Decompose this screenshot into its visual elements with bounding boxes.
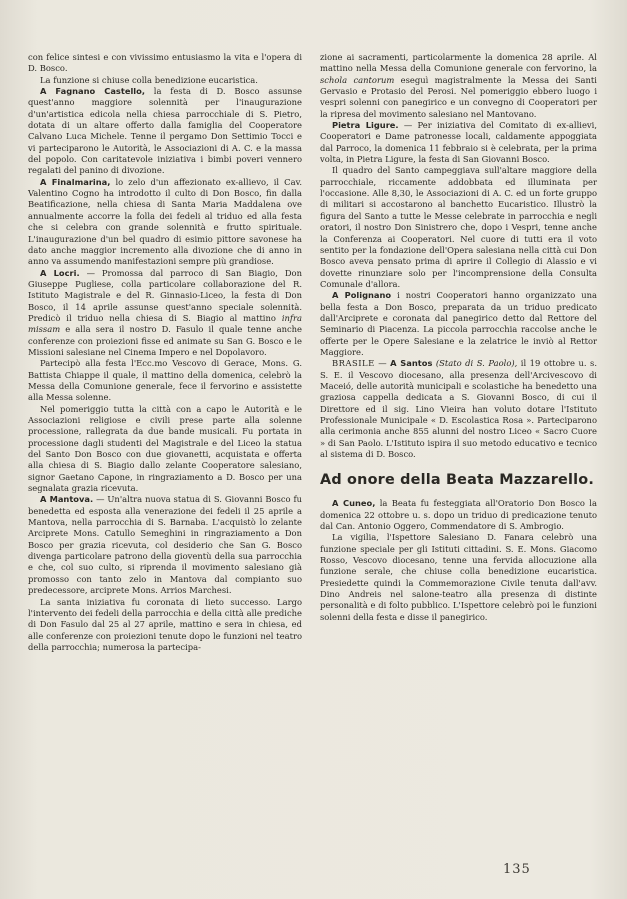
paragraph: con felice sintesi e con vivissimo entusiasmo la vita e l'opera di D. Bosco.	[28, 52, 302, 74]
paragraph: Partecipò alla festa l'Ecc.mo Vescovo di Gerace, Mons. G. Battista Chiappe il quale, il mattino della domenica, celebrò la Messa della Comunione generale, fece il fervorino e assistette alla Messa solenne.	[28, 358, 302, 403]
paragraph: A Mantova. — Un'altra nuova statua di S. Giovanni Bosco fu benedetta ed esposta alla venerazione dei fedeli il 25 aprile a Mantova, nella parrocchia di S. Barnaba. L'acquistò lo zelante Arciprete Mons. Catullo Semeghini in ringraziamento a Don Bosco per grazia ricevuta, col desiderio che San G. Bosco divenga particolare patrono della gioventù della sua parrocchia e che, col suo culto, si riprenda il movimento salesiano già promosso con tanto zelo in Mantova dal compianto suo predecessore, arciprete Mons. Arrios Marchesi.	[28, 494, 302, 596]
place-name: A Fagnano Castello,	[40, 86, 146, 97]
paragraph: Nel pomeriggio tutta la città con a capo le Autorità e le Associazioni religiose e civili prese parte alla solenne processione, rallegrata da due bande musicali. Fu portata in processione dagli studenti del Magistrale e del Liceo la statua del Santo Don Bosco con due giovanetti, acquistata e offerta alla chiesa di S. Biagio dallo zelante Cooperatore salesiano, signor Gaetano Capone, in ringraziamento a D. Bosco per una segnalata grazia ricevuta.	[28, 403, 302, 494]
right-column	[320, 52, 597, 623]
place-name: A Santos	[390, 358, 433, 369]
paragraph: Pietra Ligure. — Per iniziativa del Comitato di ex-allievi, Cooperatori e Dame patronesse locali, caldamente appoggiata dal Parroco, la domenica 11 febbraio si è celebrata, per la prima volta, in Pietra Ligure, la festa di San Giovanni Bosco.	[320, 120, 597, 165]
paragraph: La santa iniziativa fu coronata di lieto successo. Largo l'intervento dei fedeli della parrocchia e della città alle prediche di Don Fasulo dal 25 al 27 aprile, mattino e sera in chiesa, ed alle conferenze con proiezioni tenute dopo le funzioni nel teatro della parrocchia; numerosa la partecipa-	[28, 596, 302, 652]
paragraph: A Polignano i nostri Cooperatori hanno organizzato una bella festa a Don Bosco, preparata da un triduo predicato dall'Arciprete e coronata dal panegirico detto dal Rettore del Seminario di Piacenza. La piccola parrocchia raccolse anche le offerte per le Opere Salesiane e la zelatrice le inviò al Rettor Maggiore.	[320, 290, 597, 357]
place-name: A Polignano	[332, 290, 392, 301]
left-column	[28, 52, 302, 653]
paragraph: La funzione si chiuse colla benedizione eucaristica.	[40, 74, 258, 85]
paragraph: BRASILE — A Santos (Stato di S. Paolo), il 19 ottobre u. s. S. E. il Vescovo diocesano, alla presenza dell'Arcivescovo di Maceió, delle autorità municipali e scolastiche ha benedetto una graziosa cappella dedicata a S. Giovanni Bosco, di cui il Direttore ed il sig. Lino Vieira han voluto dotare l'Istituto Professionale Municipale « D. Escolastica Rosa ». Parteciparono alla cerimonia anche 855 alunni del nostro Liceo « Sacro Cuore » di San Paolo. L'Istituto ispira il suo metodo educativo e tecnico al sistema di D. Bosco.	[320, 358, 598, 460]
paragraph: A Fagnano Castello, la festa di D. Bosco assunse quest'anno maggiore solennità per l'inaugurazione d'un'artistica edicola nella chiesa parrocchiale di S. Pietro, dotata di un altare offerto dalla famiglia del Cooperatore Calvano Luca Michele. Tenne il pergamo Don Settimio Tocci e vi parteciparono le Autorità, le Associazioni di A. C. e la massa del popolo. Con caritatevole iniziativa i bimbi poveri vennero regalati del panino di divozione.	[28, 86, 302, 176]
paragraph: La vigilia, l'Ispettore Salesiano D. Fanara celebrò una funzione speciale per gli Istituti cittadini. S. E. Mons. Giacomo Rosso, Vescovo diocesano, tenne una fervida allocuzione alla funzione serale, che chiuse colla benedizione eucaristica. Presiedette quindi la Commemorazione Civile tenuta dall'avv. Dino Andreis nel salone-teatro alla presenza di distinte personalità e di folto pubblico. L'Ispettore celebrò poi le funzioni solenni della festa e disse il panegirico.	[320, 532, 597, 622]
place-name: A Mantova.	[40, 494, 94, 505]
place-name: A Locri.	[40, 267, 80, 278]
paragraph-continued: zione ai sacramenti, particolarmente la domenica 28 aprile. Al mattino nella Messa della Comunione generale con fervorino, la schola cantorum eseguì magistralmente la Messa dei Santi Gervasio e Protasio del Perosi. Nel pomeriggio ebbero luogo i vespri solenni con panegirico e un convegno di Cooperatori per la ripresa del movimento salesiano nel Mantovano.	[320, 52, 597, 119]
paragraph: A Finalmarina, lo zelo d'un affezionato ex-allievo, il Cav. Valentino Cogno ha introdotto il culto di Don Bosco, fin dalla Beatificazione, nella chiesa di Santa Maria Maddalena ove annualmente accorre la folla dei fedeli al triduo ed alla festa che si celebra con grande solennità e frutto spirituale. L'inaugurazione d'un bel quadro di esimio pittore savonese ha dato anche maggior incremento alla divozione che di anno in anno va assumendo manifestazioni sempre più grandiose.	[28, 176, 302, 267]
paragraph: A Cuneo, la Beata fu festeggiata all'Oratorio Don Bosco la domenica 22 ottobre u. s. dopo un triduo di predicazione tenuto dal Can. Antonio Oggero, Commendatore di S. Ambrogio.	[320, 498, 597, 532]
section-heading: Ad onore della Beata Mazzarello.	[320, 472, 594, 489]
paragraph: Il quadro del Santo campeggiava sull'altare maggiore della parrocchiale, riccamente addobbata ed illuminata per l'occasione. Alle 8,30, le Associazioni di A. C. ed un forte gruppo di militari si accostarono al banchetto Eucaristico. Illustrò la figura del Santo a tutte le Messe celebrate in parrocchia e negli oratori, il nostro Don Sinistrero che, dopo i Vespri, tenne anche la Conferenza ai Cooperatori. Nel cuore di tutti era il voto sentito per la fondazione dell'Opera salesiana nella città cui Don Bosco aveva pensato prima di aprire il Collegio di Alassio e vi dovette rinunziare solo per l'incomprensione della Consulta Comunale d'allora.	[320, 165, 597, 289]
page-number: 135	[503, 862, 531, 877]
place-name: Pietra Ligure.	[332, 120, 399, 131]
place-name: A Finalmarina,	[40, 176, 111, 187]
place-name: A Cuneo,	[332, 498, 376, 509]
country-name: BRASILE	[332, 358, 375, 369]
paragraph: A Locri. — Promossa dal parroco di San Biagio, Don Giuseppe Pugliese, colla particolare collaborazione del R. Istituto Magistrale e del R. Ginnasio-Liceo, la festa di Don Bosco, il 14 aprile assunse quest'anno speciale solennità. Predicò il triduo nella chiesa di S. Biagio al mattino infra missam e alla sera il nostro D. Fasulo il quale tenne anche conferenze con proiezioni fisse ed animate su San G. Bosco e le Missioni salesiane nel Cinema Impero e nel Dopolavoro.	[28, 267, 302, 357]
